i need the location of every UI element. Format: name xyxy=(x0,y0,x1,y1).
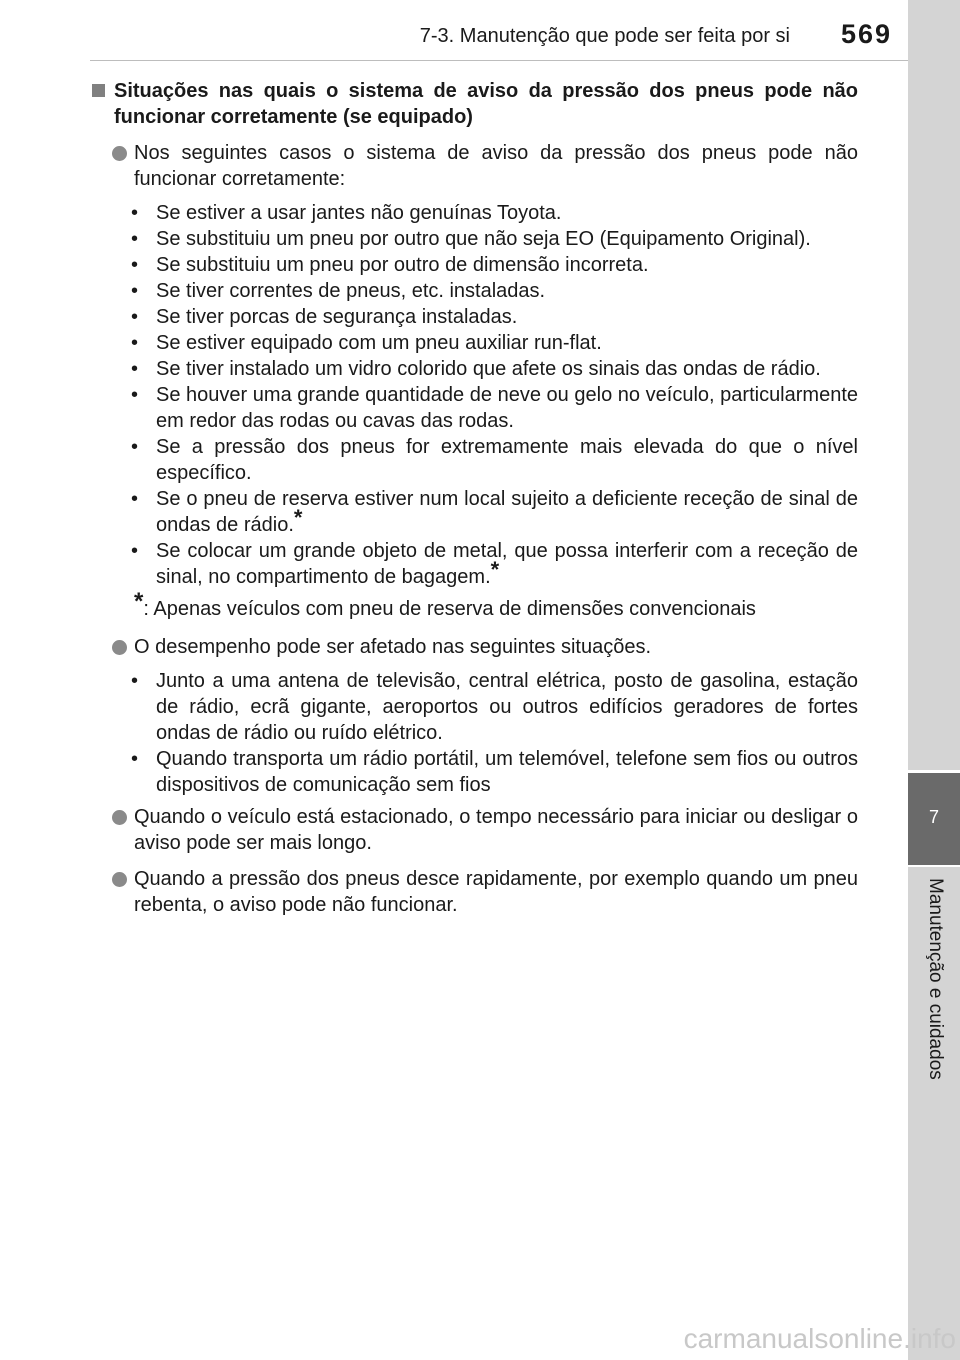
footnote-marker: * xyxy=(490,557,500,582)
page-number: 569 xyxy=(840,19,892,49)
point-3 xyxy=(96,804,858,856)
header-divider xyxy=(90,60,960,61)
bullet-dot-icon: • xyxy=(131,670,139,692)
bullet-dot-icon: • xyxy=(131,488,139,510)
list-item: • Se tiver porcas de segurança instaladas. xyxy=(131,306,518,328)
point-1-text: Nos seguintes casos o sistema de aviso da pressão dos pneus pode não funcionar corretamente: xyxy=(134,142,858,190)
watermark: carmanualsonline.info xyxy=(683,1323,956,1354)
list-item: • Junto a uma antena de televisão, central elétrica, posto de gasolina, estação de rádio, ecrã gigante, aeroportos ou outros edifícios geradores de fortes ondas de rádio ou ruído elétrico. xyxy=(131,670,858,744)
chapter-side-tab xyxy=(908,0,960,1360)
bullet-dot-icon: • xyxy=(131,540,139,562)
circle-bullet-icon xyxy=(112,640,127,655)
list-item: • Se tiver correntes de pneus, etc. instaladas. xyxy=(131,280,546,302)
chapter-number: 7 xyxy=(928,807,939,827)
bullet-dot-icon: • xyxy=(131,228,139,250)
point-4 xyxy=(96,866,858,918)
footnote-marker: * xyxy=(293,505,303,530)
bullet-dot-icon: • xyxy=(131,306,139,328)
section-heading xyxy=(96,78,858,130)
bullet-dot-icon: • xyxy=(131,254,139,276)
point-3-text: Quando o veículo está estacionado, o tempo necessário para iniciar ou desligar o aviso pode ser mais longo. xyxy=(134,806,858,854)
chapter-title: Manutenção e cuidados xyxy=(925,878,946,1080)
bullet-dot-icon: • xyxy=(131,280,139,302)
list-item: • Se o pneu de reserva estiver num local sujeito a deficiente receção de sinal de ondas de rádio.* xyxy=(131,488,858,536)
bullet-dot-icon: • xyxy=(131,384,139,406)
list-item: • Se estiver a usar jantes não genuínas Toyota. xyxy=(131,202,562,224)
circle-bullet-icon xyxy=(112,872,127,887)
point-2-list xyxy=(96,668,858,798)
footnote-text: : Apenas veículos com pneu de reserva de dimensões convencionais xyxy=(143,598,756,620)
bullet-dot-icon: • xyxy=(131,436,139,458)
list-item: • Se a pressão dos pneus for extremamente mais elevada do que o nível específico. xyxy=(131,436,858,484)
point-1-list xyxy=(96,200,858,590)
section-heading-text: Situações nas quais o sistema de aviso da pressão dos pneus pode não funcionar corretamente (se equipado) xyxy=(114,80,858,128)
list-item: • Se substituiu um pneu por outro que não seja EO (Equipamento Original). xyxy=(131,228,811,250)
page-header xyxy=(0,0,960,49)
side-tab-upper xyxy=(908,0,960,770)
point-2-text: O desempenho pode ser afetado nas seguintes situações. xyxy=(134,636,652,658)
list-item: • Se estiver equipado com um pneu auxiliar run-flat. xyxy=(131,332,602,354)
bullet-dot-icon: • xyxy=(131,332,139,354)
bullet-dot-icon: • xyxy=(131,358,139,380)
footnote xyxy=(134,588,858,622)
list-item: • Quando transporta um rádio portátil, um telemóvel, telefone sem fios ou outros dispositivos de comunicação sem fios xyxy=(131,748,858,796)
square-bullet-icon xyxy=(92,84,105,97)
circle-bullet-icon xyxy=(112,146,127,161)
circle-bullet-icon xyxy=(112,810,127,825)
point-4-text: Quando a pressão dos pneus desce rapidamente, por exemplo quando um pneu rebenta, o aviso pode não funcionar. xyxy=(134,868,858,916)
footnote-marker: * xyxy=(134,588,144,615)
list-item: • Se houver uma grande quantidade de neve ou gelo no veículo, particularmente em redor das rodas ou cavas das rodas. xyxy=(131,384,858,432)
list-item: • Se colocar um grande objeto de metal, que possa interferir com a receção de sinal, no compartimento de bagagem.* xyxy=(131,540,858,588)
section-title: 7-3. Manutenção que pode ser feita por si xyxy=(419,25,790,47)
list-item: • Se tiver instalado um vidro colorido que afete os sinais das ondas de rádio. xyxy=(131,358,821,380)
bullet-dot-icon: • xyxy=(131,202,139,224)
point-2 xyxy=(96,634,858,660)
page-content xyxy=(96,78,858,924)
list-item: • Se substituiu um pneu por outro de dimensão incorreta. xyxy=(131,254,649,276)
bullet-dot-icon: • xyxy=(131,748,139,770)
point-1 xyxy=(96,140,858,192)
